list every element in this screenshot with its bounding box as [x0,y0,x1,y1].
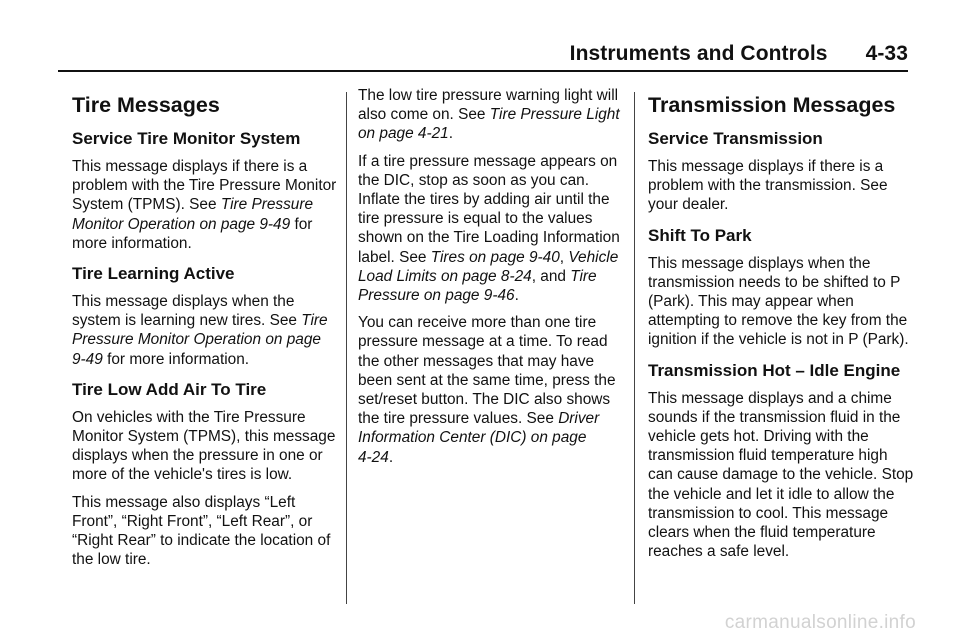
watermark: carmanualsonline.info [724,612,916,633]
column-middle [358,86,624,475]
text: The low tire pressure warning light will also come on. See [358,87,619,124]
page-header [72,36,908,66]
column-right [648,86,914,569]
link-tpms-operation-2[interactable]: Tire Pressure Monitor Operation on page 9‑49 [72,312,328,368]
column-divider-1 [346,92,347,604]
heading-tire-learning: Tire Learning Active [72,264,235,284]
text: This message displays when the system is learning new tires. See [72,293,302,330]
paragraph-inflate [358,152,624,306]
text: If a tire pressure message appears on the DIC, stop as soon as you can. Inflate the tires by adding air until the tire pressure is equal to the values shown on the Tire Loading Information label. See [358,152,620,266]
page-number: 4-33 [865,42,908,65]
paragraph-shift-to-park: This message displays when the transmission needs to be shifted to P (Park). This may appear when attempting to remove the key from the ignition if the vehicle is not in P (Park). [648,254,909,349]
heading-service-tire-monitor: Service Tire Monitor System [72,129,301,148]
heading-transmission-hot: Transmission Hot – Idle Engine [648,360,901,380]
link-tire-pressure[interactable]: Tire Pressure on page 9‑46 [358,267,597,305]
paragraph-warning-light [358,86,624,144]
heading-transmission-messages: Transmission Messages [648,93,896,117]
text: This message displays if there is a problem with the Tire Pressure Monitor System (TPMS). See [72,158,337,214]
header-rule [58,70,908,72]
paragraph-transmission-hot: This message displays and a chime sounds if the transmission fluid in the vehicle gets hot. Driving with the transmission fluid temperature high can cause damage to the vehicle. Stop the vehicle and let it idle to allow the transmission to cool. This message clears when the fluid temperature reaches a safe level. [648,389,914,561]
text: for more information. [102,350,250,368]
heading-tire-messages: Tire Messages [72,93,220,117]
text: for more information. [72,215,313,252]
text: . [388,448,394,466]
paragraph-tire-learning [72,292,338,369]
column-divider-2 [634,92,635,604]
link-vehicle-load-limits[interactable]: Vehicle Load Limits on page 8‑24 [358,248,619,285]
link-dic[interactable]: Driver Information Center (DIC) on page 4‑24 [358,410,600,466]
column-left [72,86,338,577]
text: . [514,287,519,305]
heading-tire-low-air: Tire Low Add Air To Tire [72,379,267,399]
paragraph-low-air: On vehicles with the Tire Pressure Monitor System (TPMS), this message displays when the pressure in one or more of the vehicle's tires is low. [72,408,336,484]
link-tpms-operation[interactable]: Tire Pressure Monitor Operation on page 9‑49 [72,196,314,233]
heading-service-transmission: Service Transmission [648,129,823,148]
heading-shift-to-park: Shift To Park [648,225,752,245]
paragraph-multiple-messages [358,313,624,467]
link-tires[interactable]: Tires on page 9‑40 [430,248,560,266]
paragraph-service-transmission: This message displays if there is a problem with the transmission. See your dealer. [648,158,888,214]
paragraph-service-tire [72,157,338,253]
text: . [448,125,453,143]
text: , and [531,267,571,285]
link-tire-pressure-light[interactable]: Tire Pressure Light on page 4‑21 [358,106,620,143]
text: , [559,248,569,266]
section-title: Instruments and Controls [569,42,828,65]
paragraph-low-air-location: This message also displays “Left Front”, “Right Front”, “Left Rear”, or “Right Rear” to indicate the location of the low tire. [72,493,331,569]
text: You can receive more than one tire pressure message at a time. To read the other messages that may have been sent at the same time, press the set/reset button. The DIC also shows the tire pressure values. See [358,314,616,428]
